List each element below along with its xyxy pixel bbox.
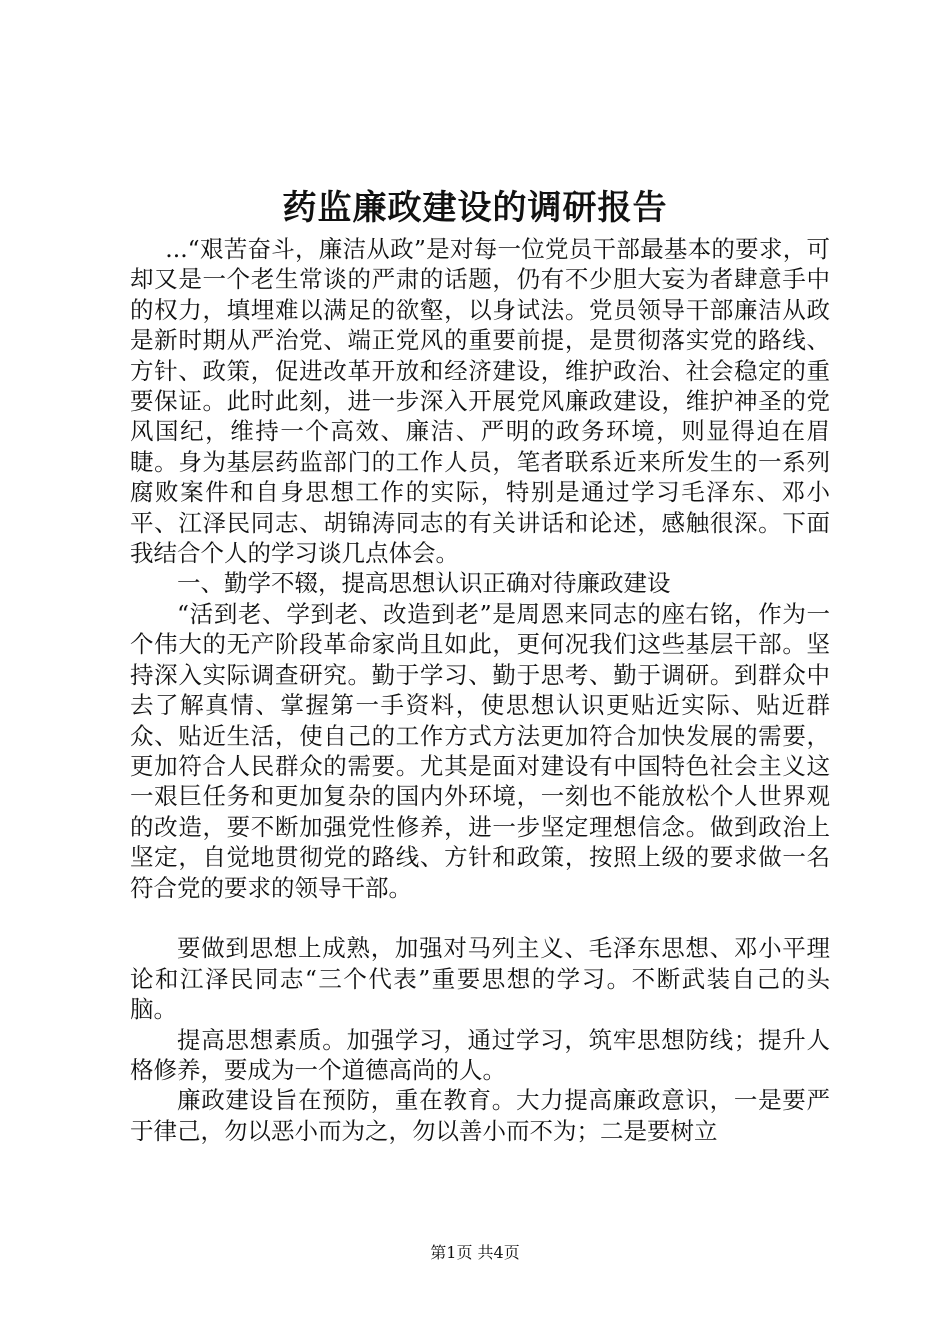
- paragraph-spacer: [130, 903, 830, 933]
- paragraph-thought-maturity: 要做到思想上成熟，加强对马列主义、毛泽东思想、邓小平理论和江泽民同志“三个代表”重要思想的学习。不断武装自己的头脑。: [130, 934, 830, 1024]
- paragraph-thought-quality: 提高思想素质。加强学习，通过学习，筑牢思想防线；提升人格修养，要成为一个道德高尚的人。: [130, 1025, 830, 1084]
- paragraph-intro: ...“艰苦奋斗，廉洁从政”是对每一位党员干部最基本的要求，可却又是一个老生常谈的严肃的话题，仍有不少胆大妄为者肆意手中的权力，填埋难以满足的欲壑，以身试法。党员领导干部廉洁从政是新时期从严治党、端正党风的重要前提，是贯彻落实党的路线、方针、政策，促进改革开放和经济建设，维护政治、社会稳定的重要保证。此时此刻，进一步深入开展党风廉政建设，维护神圣的党风国纪，维持一个高效、廉洁、严明的政务环境，则显得迫在眉睫。身为基层药监部门的工作人员，笔者联系近来所发生的一系列腐败案件和自身思想工作的实际，特别是通过学习毛泽东、邓小平、江泽民同志、胡锦涛同志的有关讲话和论述，感触很深。下面我结合个人的学习谈几点体会。: [130, 235, 830, 568]
- page-number: 第1页 共4页: [430, 1243, 520, 1262]
- paragraph-prevention: 廉政建设旨在预防，重在教育。大力提高廉政意识，一是要严于律己，勿以恶小而为之，勿以善小而不为；二是要树立: [130, 1086, 830, 1145]
- document-title: 药监廉政建设的调研报告: [282, 188, 668, 228]
- paragraph-study: “活到老、学到老、改造到老”是周恩来同志的座右铭，作为一个伟大的无产阶段革命家尚且如此，更何况我们这些基层干部。坚持深入实际调查研究。勤于学习、勤于思考、勤于调研。到群众中去了解真情、掌握第一手资料，使思想认识更贴近实际、贴近群众、贴近生活，使自己的工作方式方法更加符合加快发展的需要，更加符合人民群众的需要。尤其是面对建设有中国特色社会主义这一艰巨任务和更加复杂的国内外环境，一刻也不能放松个人世界观的改造，要不断加强党性修养，进一步坚定理想信念。做到政治上坚定，自觉地贯彻党的路线、方针和政策，按照上级的要求做一名符合党的要求的领导干部。: [130, 599, 830, 902]
- section-heading-1: 一、勤学不辍，提高思想认识正确对待廉政建设: [177, 569, 671, 598]
- document-body: [130, 234, 830, 1146]
